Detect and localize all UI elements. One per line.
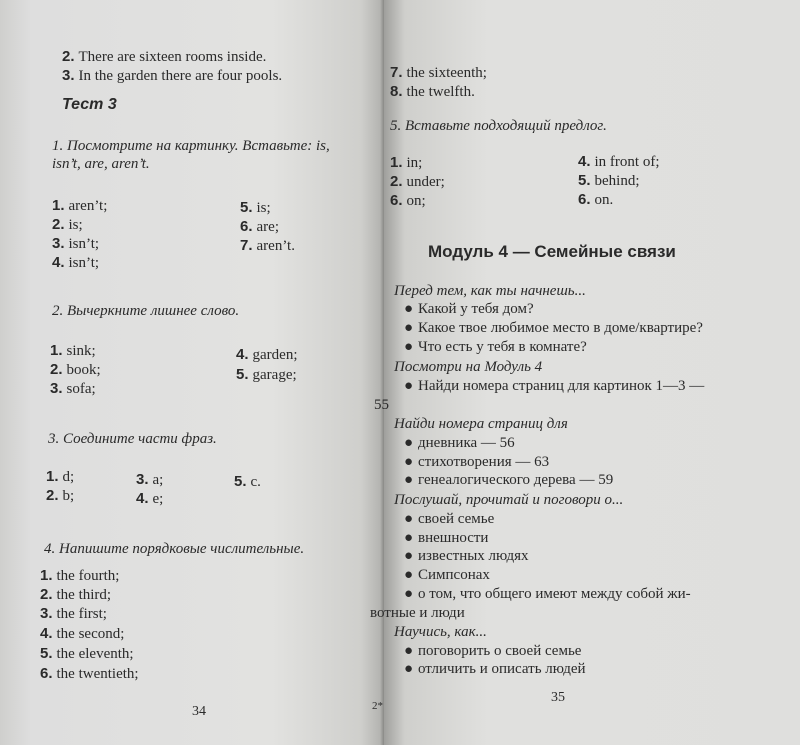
answer-item: 8. the twelfth. xyxy=(390,83,475,100)
section-heading: Научись, как... xyxy=(394,624,487,640)
bullet-item: ● отличить и описать людей xyxy=(404,661,586,677)
answer-item: 3. isn’t; xyxy=(52,235,100,252)
answer-item: 4. isn’t; xyxy=(52,254,100,271)
answer-item: 5. garage; xyxy=(236,366,297,383)
answer-item: 6. are; xyxy=(240,218,279,235)
bullet-item: ● поговорить о своей семье xyxy=(404,643,582,659)
margin-mark: 2* xyxy=(372,700,383,712)
left-page xyxy=(0,0,388,745)
answer-item: 2. the third; xyxy=(40,586,112,603)
bullet-item: ● своей семье xyxy=(404,511,495,527)
list-item: 2. There are sixteen rooms inside. xyxy=(62,48,267,65)
bullet-item: ● Симпсонах xyxy=(404,567,490,583)
bullet-item: ● Что есть у тебя в комнате? xyxy=(404,339,587,355)
task3-title: 3. Соедините части фраз. xyxy=(48,431,217,447)
answer-item: 5. the eleventh; xyxy=(40,645,134,662)
bullet-item: ● о том, что общего имеют между собой жи- xyxy=(404,586,691,602)
answer-item: 6. on. xyxy=(578,191,614,208)
answer-item: 7. aren’t. xyxy=(240,237,295,254)
answer-item: 5. c. xyxy=(234,473,261,490)
answer-item: 5. behind; xyxy=(578,172,640,189)
task5-title: 5. Вставьте подходящий предлог. xyxy=(390,118,607,134)
answer-item: 6. the twentieth; xyxy=(40,665,139,682)
section-heading: Перед тем, как ты начнешь... xyxy=(394,283,586,299)
section-heading: Послушай, прочитай и поговори о... xyxy=(394,492,624,508)
answer-item: 4. in front of; xyxy=(578,153,660,170)
task2-title: 2. Вычеркните лишнее слово. xyxy=(52,303,240,319)
bullet-item-cont: 55 xyxy=(374,397,389,413)
bullet-item: ● стихотворения — 63 xyxy=(404,454,550,470)
bullet-item: ● Какой у тебя дом? xyxy=(404,301,534,317)
page-number: 35 xyxy=(551,690,565,705)
answer-item: 1. in; xyxy=(390,154,423,171)
answer-item: 3. a; xyxy=(136,471,164,488)
section-heading: Посмотри на Модуль 4 xyxy=(394,359,543,375)
answer-item: 2. book; xyxy=(50,361,101,378)
answer-item: 2. is; xyxy=(52,216,83,233)
bullet-item: ● Найди номера страниц для картинок 1—3 — xyxy=(404,378,705,394)
answer-item: 4. garden; xyxy=(236,346,298,363)
answer-item: 6. on; xyxy=(390,192,426,209)
right-page xyxy=(370,0,800,745)
bullet-item: ● внешности xyxy=(404,530,489,546)
answer-item: 5. is; xyxy=(240,199,271,216)
test-title: Тест 3 xyxy=(62,96,117,113)
bullet-item: ● Какое твое любимое место в доме/квартире? xyxy=(404,320,703,336)
answer-item: 1. d; xyxy=(46,468,75,485)
section-heading: Найди номера страниц для xyxy=(394,416,568,432)
module-title: Модуль 4 — Семейные связи xyxy=(428,242,676,261)
answer-item: 1. aren’t; xyxy=(52,197,108,214)
answer-item: 1. sink; xyxy=(50,342,96,359)
task1-title: 1. Посмотрите на картинку. Вставьте: is, xyxy=(52,138,330,154)
answer-item: 7. the sixteenth; xyxy=(390,64,487,81)
answer-item: 1. the fourth; xyxy=(40,567,120,584)
task1-title-cont: isn’t, are, aren’t. xyxy=(52,156,150,172)
answer-item: 4. the second; xyxy=(40,625,125,642)
answer-item: 3. the first; xyxy=(40,605,107,622)
page-number: 34 xyxy=(192,704,206,719)
answer-item: 2. b; xyxy=(46,487,75,504)
bullet-item: ● генеалогического дерева — 59 xyxy=(404,472,614,488)
answer-item: 3. sofa; xyxy=(50,380,96,397)
task4-title: 4. Напишите порядковые числительные. xyxy=(44,541,305,557)
answer-item: 2. under; xyxy=(390,173,445,190)
list-item: 3. In the garden there are four pools. xyxy=(62,67,283,84)
bullet-item: ● дневника — 56 xyxy=(404,435,515,451)
answer-item: 4. e; xyxy=(136,490,164,507)
bullet-item-cont: вотные и люди xyxy=(370,605,465,621)
bullet-item: ● известных людях xyxy=(404,548,529,564)
